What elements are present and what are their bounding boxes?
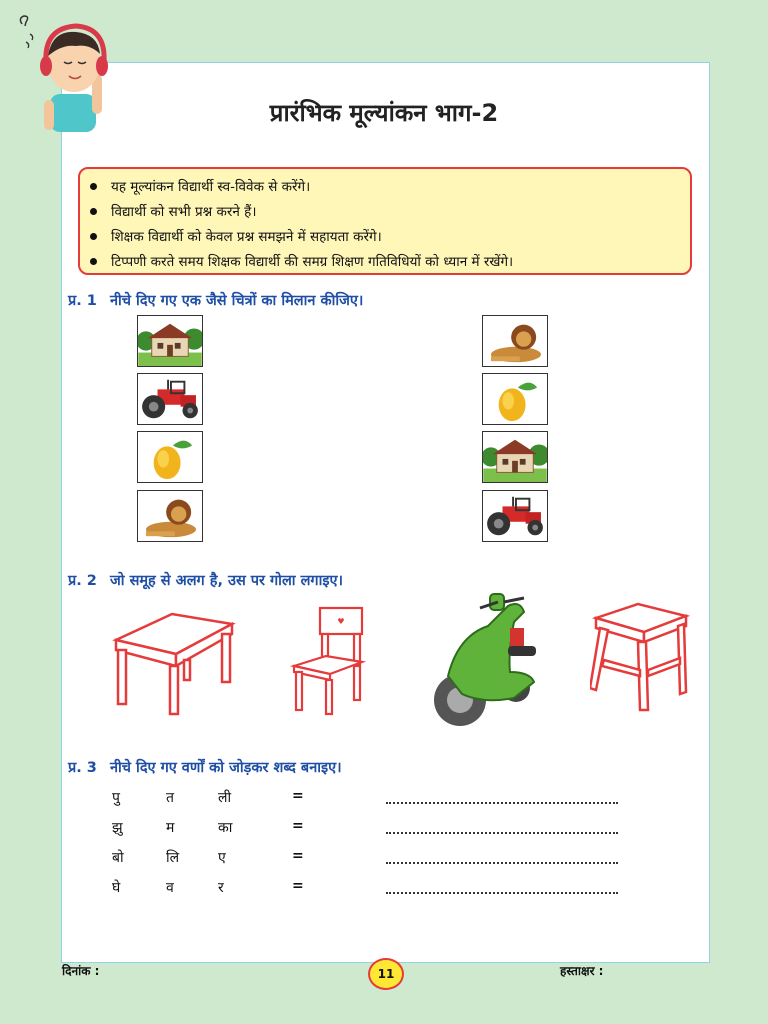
letter: घे [112,880,121,896]
mango-icon [483,374,547,424]
picture-tractor-right[interactable] [482,490,548,542]
page-title: प्रारंभिक मूल्यांकन भाग-2 [269,99,499,127]
picture-lion-right[interactable] [482,315,548,367]
picture-lion-left[interactable] [137,490,203,542]
equals-sign: = [292,878,304,894]
word-row [112,818,622,842]
word-row [112,878,622,902]
page-number: 11 [368,958,404,990]
picture-tractor-left[interactable] [137,373,203,425]
bullet-icon [90,183,97,190]
question-1 [68,290,363,310]
lion-icon [483,316,547,366]
word-row [112,788,622,812]
letter: ली [218,790,232,806]
letter: म [166,820,175,836]
picture-mango-left[interactable] [137,431,203,483]
house-icon [138,316,202,366]
mango-icon [138,432,202,482]
picture-mango-right[interactable] [482,373,548,425]
instruction-text: यह मूल्यांकन विद्यार्थी स्व-विवेक से करेंगे। [111,179,311,195]
chair-icon[interactable] [290,604,366,716]
scooter-icon[interactable] [430,590,548,728]
picture-house-right[interactable] [482,431,548,483]
letter: र [218,880,224,896]
equals-sign: = [292,788,304,804]
letter: ए [218,850,226,866]
answer-blank[interactable] [386,788,618,804]
stool-icon[interactable] [590,600,690,714]
tractor-icon [138,374,202,424]
bullet-icon [90,258,97,265]
answer-blank[interactable] [386,818,618,834]
instruction-item [88,250,690,275]
question-number: प्र. 2 [68,573,97,589]
instruction-item [88,225,690,250]
question-2 [68,570,343,590]
bullet-icon [90,233,97,240]
letter: बो [112,850,124,866]
instructions-box [78,167,692,275]
bullet-icon [90,208,97,215]
date-label: दिनांक : [62,964,100,978]
answer-blank[interactable] [386,848,618,864]
question-text: नीचे दिए गए एक जैसे चित्रों का मिलान कीजिए। [110,293,364,309]
letter: पु [112,790,120,806]
house-icon [483,432,547,482]
word-row [112,848,622,872]
answer-blank[interactable] [386,878,618,894]
question-text: नीचे दिए गए वर्णों को जोड़कर शब्द बनाइए। [110,760,342,776]
svg-text:♥: ♥ [337,617,345,626]
letter: लि [166,850,180,866]
letter: व [166,880,174,896]
instruction-text: टिप्पणी करते समय शिक्षक विद्यार्थी की समग्र शिक्षण गतिविधियों को ध्यान में रखेंगे। [111,254,514,270]
letter: का [218,820,233,836]
equals-sign: = [292,848,304,864]
question-number: प्र. 3 [68,760,97,776]
letter: झु [112,820,123,836]
instruction-text: विद्यार्थी को सभी प्रश्न करने हैं। [111,204,257,220]
lion-icon [138,491,202,541]
tractor-icon [483,491,547,541]
signature-label: हस्ताक्षर : [560,964,604,978]
instruction-item [88,175,690,200]
instruction-text: शिक्षक विद्यार्थी को केवल प्रश्न समझने में सहायता करेंगे। [111,229,382,245]
equals-sign: = [292,818,304,834]
picture-house-left[interactable] [137,315,203,367]
table-icon[interactable] [110,610,236,718]
letter: त [166,790,174,806]
instruction-item [88,200,690,225]
question-text: जो समूह से अलग है, उस पर गोला लगाइए। [110,573,343,589]
question-number: प्र. 1 [68,293,97,309]
question-3 [68,757,342,777]
